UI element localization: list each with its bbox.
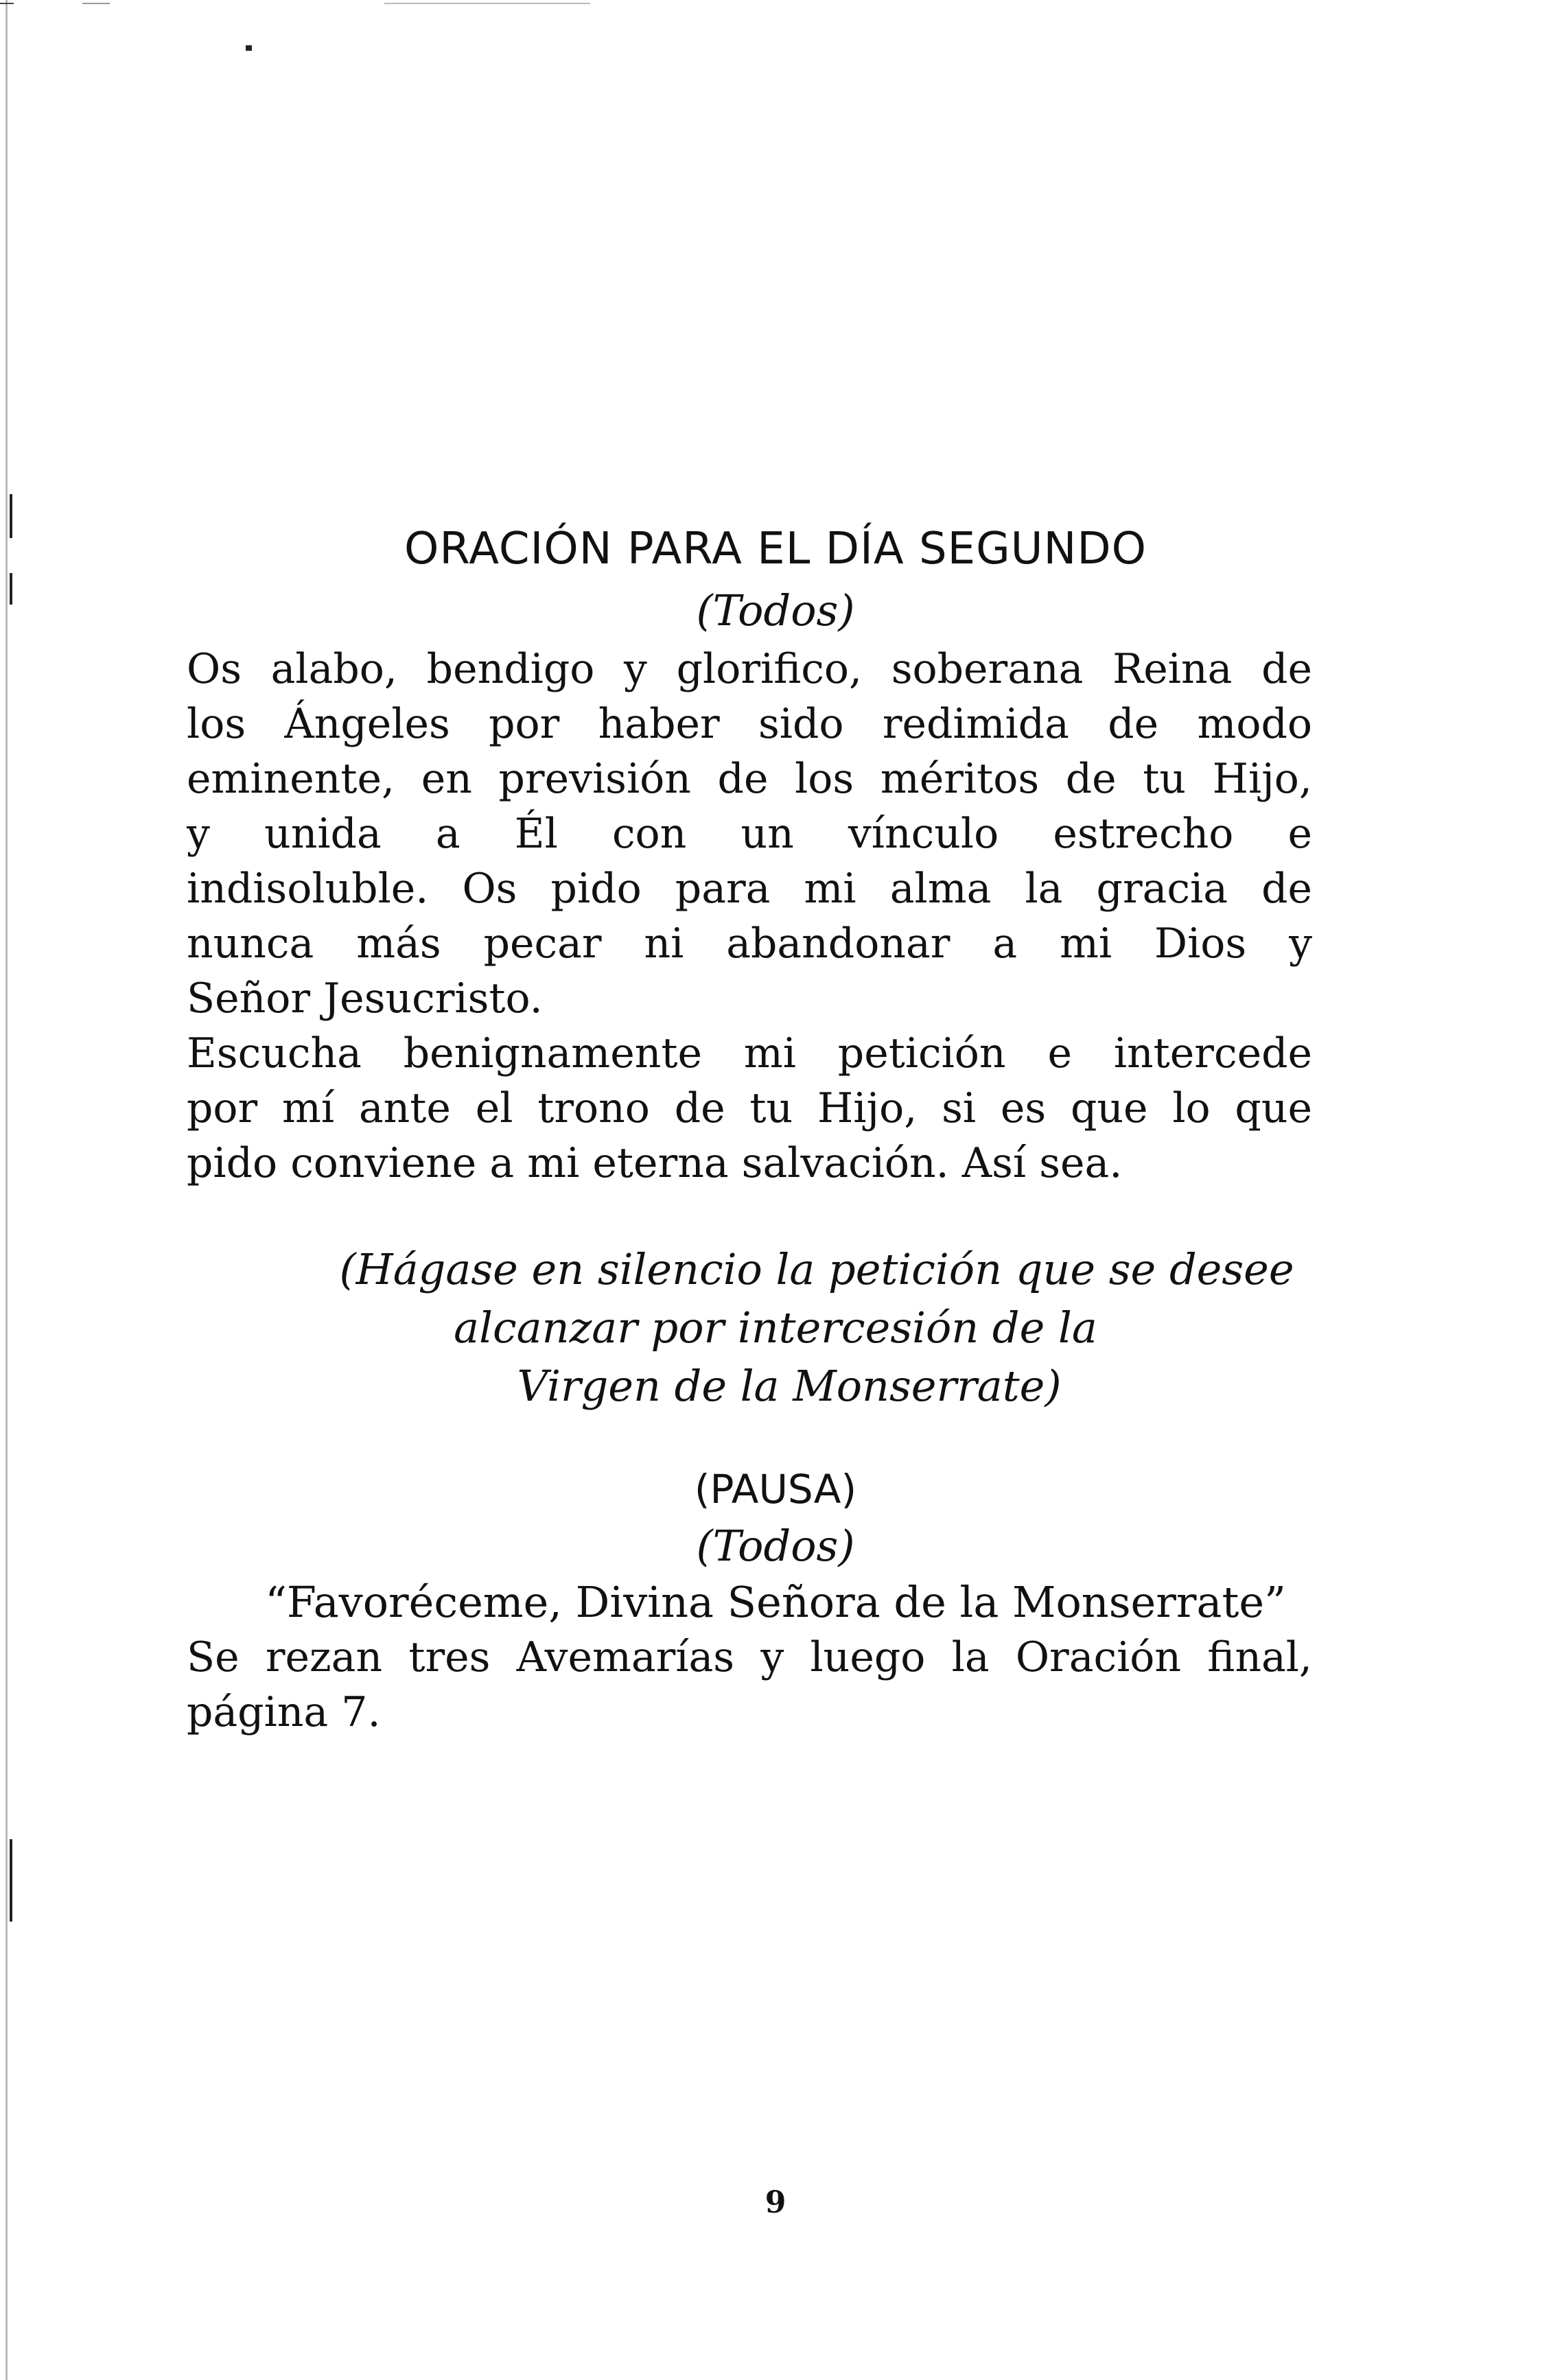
instruction-line: Virgen de la Monserrate) xyxy=(517,1361,1062,1411)
page-number: 9 xyxy=(765,2185,786,2220)
prayer-paragraph-2 xyxy=(187,1026,1312,1191)
pause-label: (PAUSA) xyxy=(694,1466,857,1513)
text-line: los Ángeles por haber sido redimida de modo xyxy=(187,700,1312,748)
prayer-paragraph-1 xyxy=(187,642,1312,1026)
text-line: Escucha benignamente mi petición e intercede xyxy=(187,1029,1312,1077)
text-line: Señor Jesucristo. xyxy=(187,975,543,1023)
text-line: eminente, en previsión de los méritos de tu Hijo, xyxy=(187,755,1312,803)
text-line: pido conviene a mi eterna salvación. Así sea. xyxy=(187,1139,1123,1187)
text-line: indisoluble. Os pido para mi alma la gracia de xyxy=(187,865,1312,913)
scan-top-artifact xyxy=(0,3,618,4)
subtitle-todos-2: (Todos) xyxy=(696,1521,855,1571)
instruction-line: (Hágase en silencio la petición que se desee xyxy=(339,1244,1294,1294)
quote-line: “Favoréceme, Divina Señora de la Monserrate” xyxy=(265,1577,1286,1627)
scan-speck xyxy=(246,45,252,51)
text-line: nunca más pecar ni abandonar a mi Dios y xyxy=(187,920,1312,968)
bracket-mark xyxy=(10,1839,12,1922)
text-line: página 7. xyxy=(187,1688,381,1736)
text-line: y unida a Él con un vínculo estrecho e xyxy=(187,810,1312,858)
text-line: Se rezan tres Avemarías y luego la Oración final, xyxy=(187,1633,1312,1681)
prayer-title: ORACIÓN PARA EL DÍA SEGUNDO xyxy=(404,524,1147,574)
text-line: Os alabo, bendigo y glorifico, soberana Reina de xyxy=(187,645,1312,693)
scan-edge-shadow xyxy=(5,0,8,2380)
instruction-line: alcanzar por intercesión de la xyxy=(454,1303,1097,1353)
subtitle-todos: (Todos) xyxy=(696,585,855,635)
text-line: por mí ante el trono de tu Hijo, si es que lo que xyxy=(187,1084,1312,1132)
closing-paragraph xyxy=(187,1630,1312,1740)
